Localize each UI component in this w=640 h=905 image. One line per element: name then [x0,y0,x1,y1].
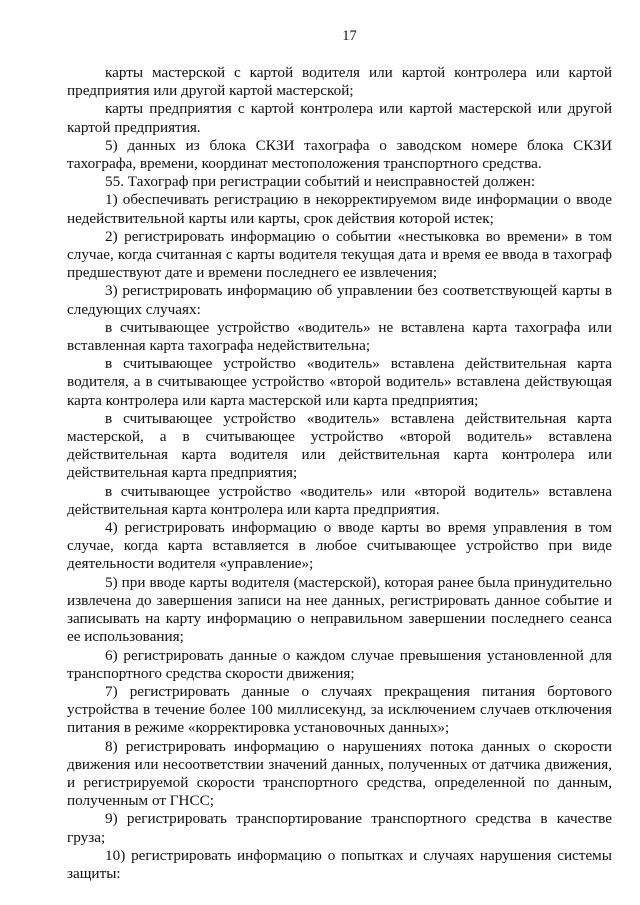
paragraph-case-no-card: в считывающее устройство «водитель» не вставлена карта тахографа или вставленная карта тахографа недействительна; [67,318,612,355]
paragraph-company-card: карты предприятия с картой контролера или картой мастерской или другой картой предприятия. [67,100,612,136]
paragraph-item-7: 7) регистрировать данные о случаях прекращения питания бортового устройства в течение более 100 миллисекунд, за исключением случаев отключения питания в режиме «корректировка установочных данных»; [67,682,612,737]
paragraph-item-10: 10) регистрировать информацию о попытках и случаях нарушения системы защиты: [67,846,612,882]
paragraph-item-4: 4) регистрировать информацию о вводе карты во время управления в том случае, когда карта вставляется в любое считывающее устройство при виде деятельности водителя «управление»; [67,519,612,573]
paragraph-item-1: 1) обеспечивать регистрацию в некорректируемом виде информации о вводе недействительной карты или карты, срок действия которой истек; [67,191,612,227]
page-number: 17 [342,28,357,44]
paragraph-case-workshop-card: в считывающее устройство «водитель» вставлена действительная карта мастерской, а в считывающее устройство «второй водитель» вставлена действительная карта водителя или действительная карта контролера или действительная карта предприятия; [67,409,612,482]
paragraph-clause-55: 55. Тахограф при регистрации событий и неисправностей должен: [105,173,536,191]
document-body [67,64,612,883]
paragraph-case-driver-card: в считывающее устройство «водитель» вставлена действительная карта водителя, а в считывающее устройство «второй водитель» вставлена действующая карта контролера или карта мастерской или карта предприятия; [67,355,612,409]
paragraph-case-control-card: в считывающее устройство «водитель» или «второй водитель» вставлена действительная карта контролера или карта предприятия. [67,482,612,518]
paragraph-item-3: 3) регистрировать информацию об управлении без соответствующей карты в следующих случаях: [67,282,612,318]
paragraph-item-9: 9) регистрировать транспортирование транспортного средства в качестве груза; [67,810,612,846]
paragraph-item-6: 6) регистрировать данные о каждом случае превышения установленной для транспортного средства скорости движения; [67,646,612,682]
paragraph-item-8: 8) регистрировать информацию о нарушениях потока данных о скорости движения или несоответствии значений данных, полученных от датчика движения, и регистрируемой скорости транспортного средства, определенной по данным, полученным от ГНСС; [67,737,612,810]
paragraph-workshop-card: карты мастерской с картой водителя или картой контролера или картой предприятия или другой картой мастерской; [67,64,612,100]
paragraph-item-2: 2) регистрировать информацию о событии «нестыковка во времени» в том случае, когда считанная с карты водителя текущая дата и время ее ввода в тахограф предшествуют дате и времени последнего ее извлечения; [67,227,612,282]
paragraph-item-5-skzi-data: 5) данных из блока СКЗИ тахографа о заводском номере блока СКЗИ тахографа, времени, координат местоположения транспортного средства. [67,136,612,173]
paragraph-item-5: 5) при вводе карты водителя (мастерской), которая ранее была принудительно извлечена до завершения записи на нее данных, регистрировать данное событие и записывать на карту информацию о неправильном завершении последнего сеанса ее использования; [67,573,612,646]
